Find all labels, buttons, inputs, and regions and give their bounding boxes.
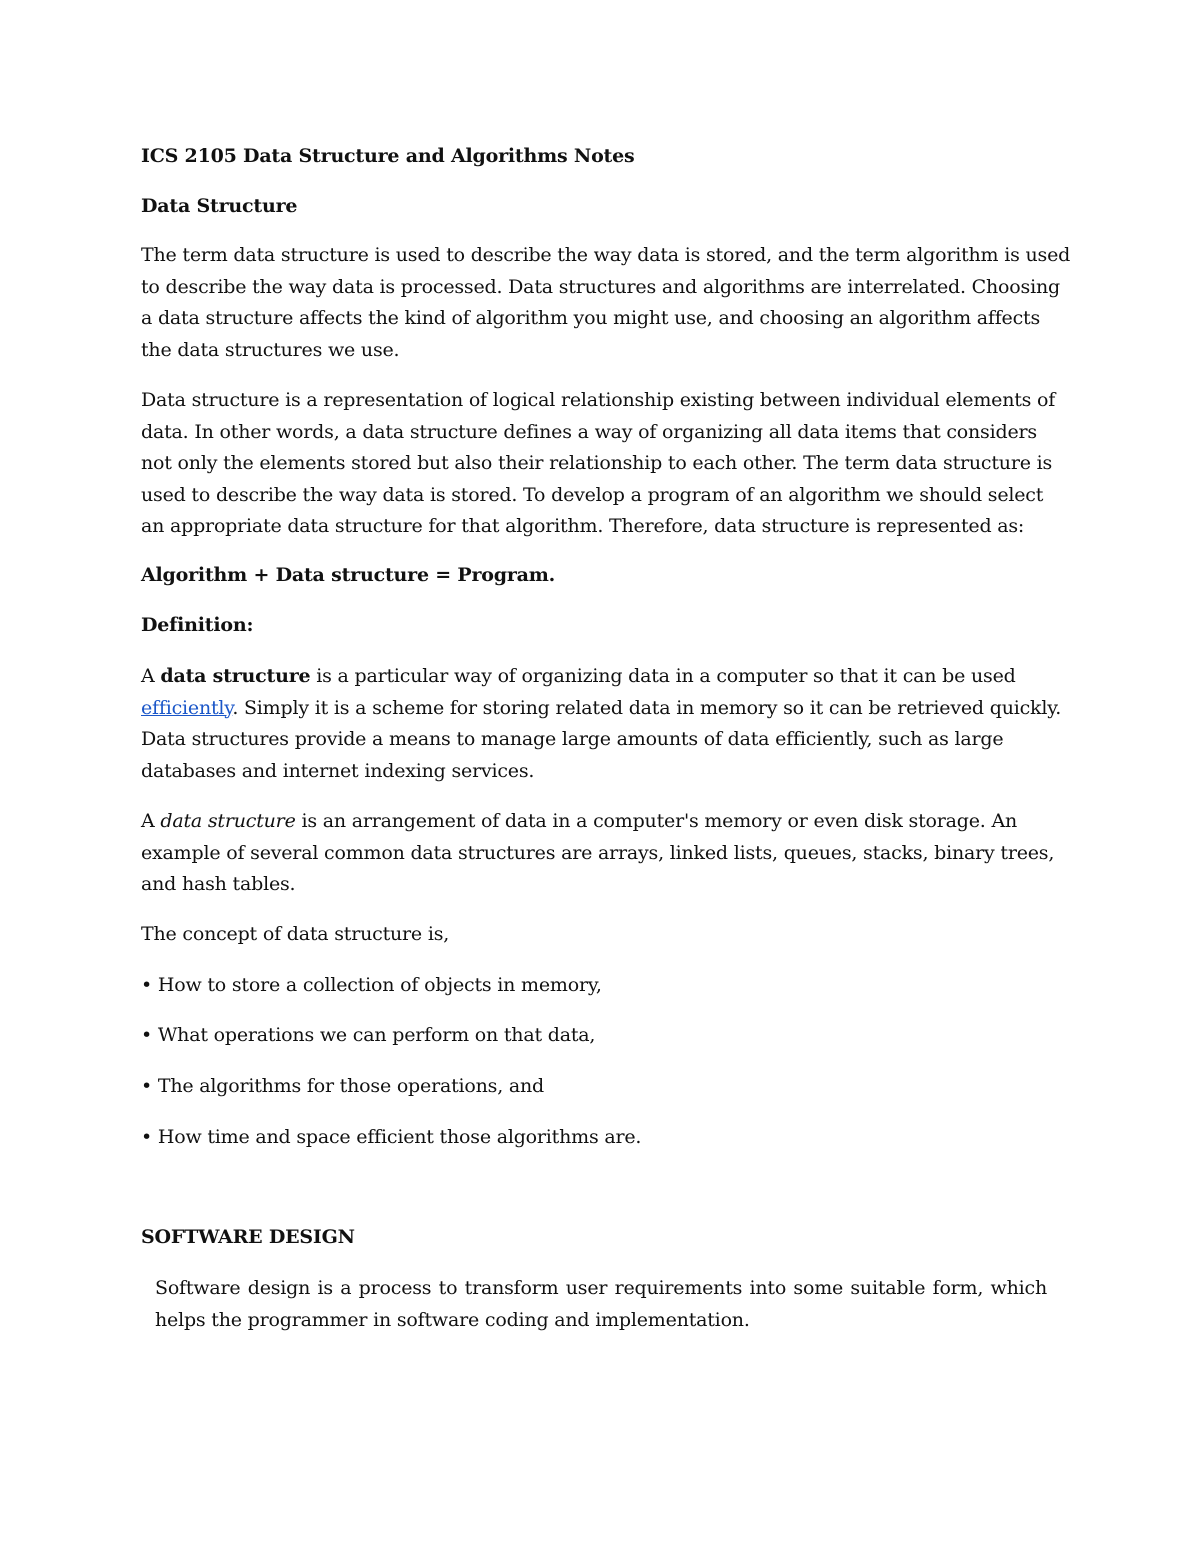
bullet-item: • How time and space efficient those algorithms are.	[141, 1126, 642, 1148]
bullet-item: • The algorithms for those operations, and	[141, 1075, 545, 1097]
bullet-item: • How to store a collection of objects in memory,	[141, 974, 602, 996]
definition-prefix: A	[141, 665, 161, 687]
concept-intro: The concept of data structure is,	[141, 923, 450, 945]
definition-suffix: . Simply it is a scheme for storing related data in memory so it can be retrieved quickly. Data structures provide a means to manage large amounts of data efficiently, such as large databases and internet indexing services.	[141, 696, 1062, 782]
paragraph-software-design: Software design is a process to transform user requirements into some suitable form, which helps the programmer in software coding and implementation.	[155, 1277, 1047, 1331]
paragraph-definition	[141, 661, 1071, 787]
section-heading-software-design: SOFTWARE DESIGN	[141, 1226, 355, 1248]
section-heading-data-structure: Data Structure	[141, 195, 298, 217]
definition-heading: Definition:	[141, 614, 254, 636]
document-title: ICS 2105 Data Structure and Algorithms Notes	[141, 145, 635, 167]
arrangement-suffix: is an arrangement of data in a computer's memory or even disk storage. An example of several common data structures are arrays, linked lists, queues, stacks, binary trees, and hash tables.	[141, 810, 1055, 895]
paragraph-representation: Data structure is a representation of logical relationship existing between individual elements of data. In other words, a data structure defines a way of organizing all data items that considers not only the elements stored but also their relationship to each other. The term data structure is used to describe the way data is stored. To develop a program of an algorithm we should select an appropriate data structure for that algorithm. Therefore, data structure is represented as:	[141, 389, 1056, 537]
definition-middle: is a particular way of organizing data in a computer so that it can be used	[310, 665, 1016, 687]
formula-line: Algorithm + Data structure = Program.	[141, 564, 556, 586]
efficiently-link[interactable]: efficiently	[141, 696, 233, 719]
paragraph-intro: The term data structure is used to describe the way data is stored, and the term algorithm is used to describe the way data is processed. Data structures and algorithms are interrelated. Choosing a data structure affects the kind of algorithm you might use, and choosing an algorithm affects the data structures we use.	[141, 244, 1071, 361]
bullet-item: • What operations we can perform on that data,	[141, 1024, 596, 1046]
definition-term: data structure	[160, 665, 311, 687]
arrangement-term: data structure	[160, 810, 296, 832]
arrangement-prefix: A	[141, 810, 161, 832]
paragraph-arrangement	[141, 806, 1071, 901]
